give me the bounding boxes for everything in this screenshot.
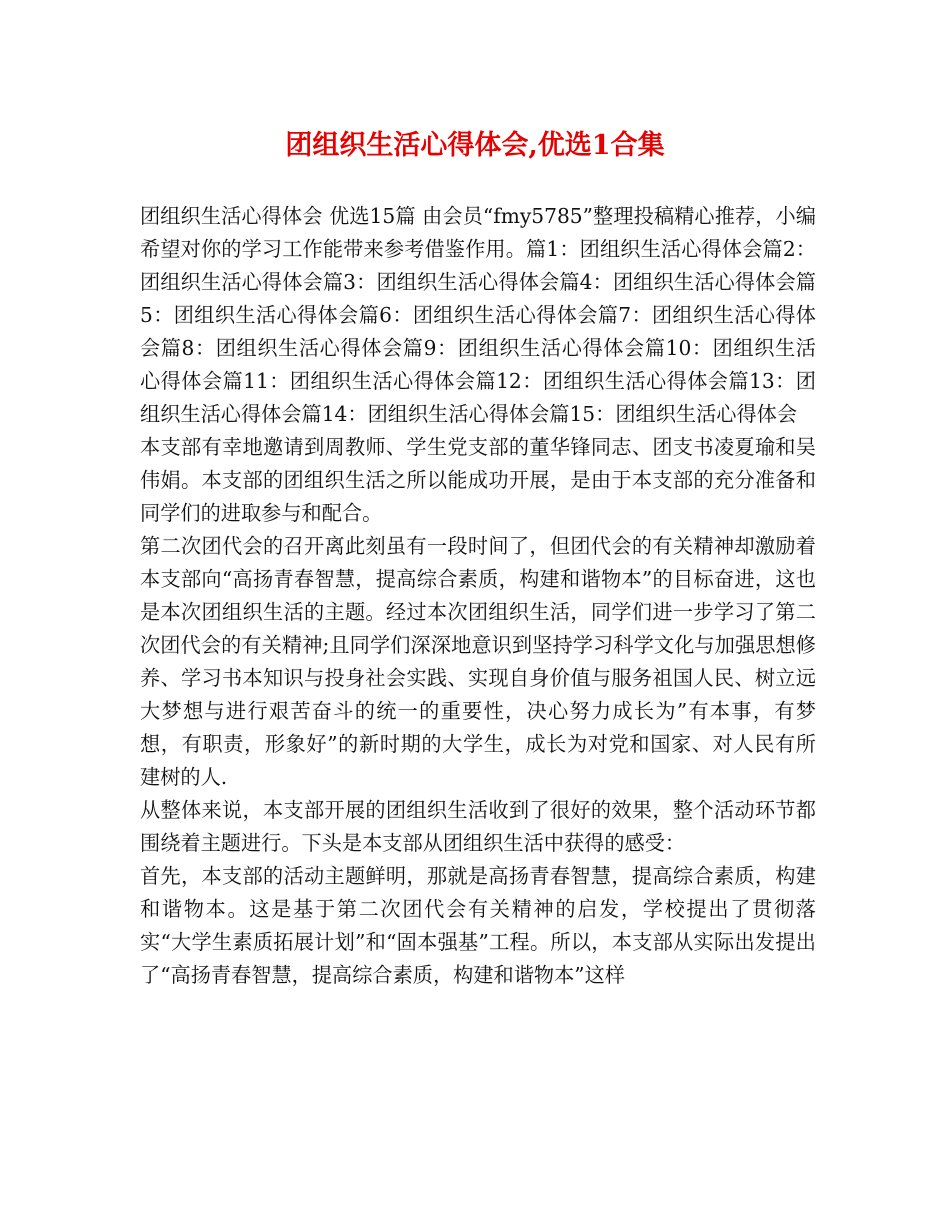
paragraph-overall-effect: 从整体来说，本支部开展的团组织生活收到了很好的效果，整个活动环节都围绕着主题进行。下头是本支部从团组织生活中获得的感受： bbox=[140, 798, 816, 855]
paragraph-invitation: 本支部有幸地邀请到周教师、学生党支部的董华锋同志、团支书凌夏瑜和吴伟娟。本支部的团组织生活之所以能成功开展，是由于本支部的充分准备和同学们的进取参与和配合。 bbox=[140, 435, 816, 525]
document-title: 团组织生活心得体会,优选1合集 bbox=[285, 130, 665, 161]
paragraph-first-point: 首先，本支部的活动主题鲜明，那就是高扬青春智慧，提高综合素质，构建和谐物本。这是基于第二次团代会有关精神的启发，学校提出了贯彻落实“大学生素质拓展计划”和“固本强基”工程。所以，本支部从实际出发提出了“高扬青春智慧，提高综合素质，构建和谐物本”这样 bbox=[140, 864, 816, 987]
paragraph-congress-spirit: 第二次团代会的召开离此刻虽有一段时间了，但团代会的有关精神却激励着本支部向“高扬青春智慧，提高综合素质，构建和谐物本”的目标奋进，这也是本次团组织生活的主题。经过本次团组织生活，同学们进一步学习了第二次团代会的有关精神;且同学们深深地意识到坚持学习科学文化与加强思想修养、学习书本知识与投身社会实践、实现自身价值与服务祖国人民、树立远大梦想与进行艰苦奋斗的统一的重要性，决心努力成长为”有本事，有梦想，有职责，形象好”的新时期的大学生，成长为对党和国家、对人民有所建树的人. bbox=[140, 534, 816, 789]
paragraph-intro: 团组织生活心得体会 优选15篇 由会员“fmy5785”整理投稿精心推荐，小编希望对你的学习工作能带来参考借鉴作用。篇1：团组织生活心得体会篇2：团组织生活心得体会篇3：团组织生活心得体会篇4：团组织生活心得体会篇5：团组织生活心得体会篇6：团组织生活心得体会篇7：团组织生活心得体会篇8：团组织生活心得体会篇9：团组织生活心得体会篇10：团组织生活心得体会篇11：团组织生活心得体会篇12：团组织生活心得体会篇13：团组织生活心得体会篇14：团组织生活心得体会篇15：团组织生活心得体会 bbox=[140, 204, 816, 426]
document-body bbox=[140, 200, 816, 992]
